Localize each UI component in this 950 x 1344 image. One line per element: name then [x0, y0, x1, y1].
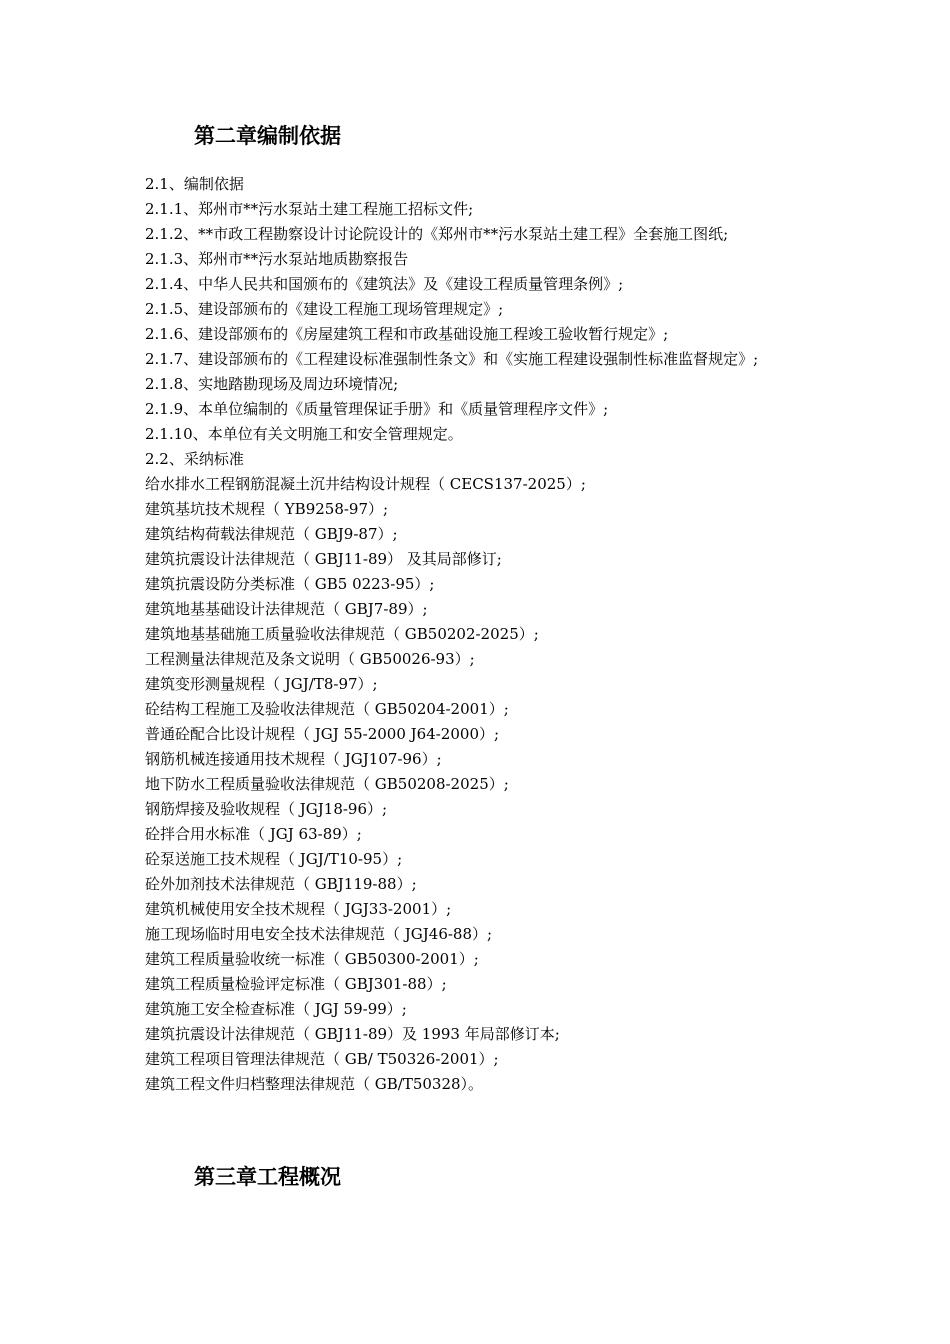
basis-item: 2.1.10、本单位有关文明施工和安全管理规定。 [145, 425, 463, 443]
standard-item: 建筑抗震设计法律规范（ GBJ11-89）及 1993 年局部修订本; [145, 1025, 560, 1043]
basis-item: 2.1.2、**市政工程勘察设计讨论院设计的《郑州市**污水泵站土建工程》全套施工图纸; [145, 225, 729, 243]
standard-item: 建筑基坑技术规程（ YB9258-97）; [145, 500, 389, 518]
standard-item: 工程测量法律规范及条文说明（ GB50026-93）; [145, 650, 475, 668]
basis-item: 2.1.4、中华人民共和国颁布的《建筑法》及《建设工程质量管理条例》; [145, 275, 624, 293]
basis-item: 2.1.5、建设部颁布的《建设工程施工现场管理规定》; [145, 300, 504, 318]
basis-item: 2.1.8、实地踏勘现场及周边环境情况; [145, 375, 399, 393]
section-2-2-heading: 2.2、采纳标准 [145, 450, 244, 468]
standard-item: 给水排水工程钢筋混凝土沉井结构设计规程（ CECS137-2025）; [145, 475, 586, 493]
basis-item: 2.1.1、郑州市**污水泵站土建工程施工招标文件; [145, 200, 474, 218]
standard-item: 砼外加剂技术法律规范（ GBJ119-88）; [145, 875, 417, 893]
section-2-1-heading: 2.1、编制依据 [145, 175, 244, 193]
standard-item: 施工现场临时用电安全技术法律规范（ JGJ46-88）; [145, 925, 493, 943]
standard-item: 建筑地基基础设计法律规范（ GBJ7-89）; [145, 600, 428, 618]
basis-item: 2.1.9、本单位编制的《质量管理保证手册》和《质量管理程序文件》; [145, 400, 609, 418]
standard-item: 建筑工程质量验收统一标准（ GB50300-2001）; [145, 950, 479, 968]
standard-item: 建筑工程项目管理法律规范（ GB/ T50326-2001）; [145, 1050, 499, 1068]
standard-item: 砼拌合用水标准（ JGJ 63-89）; [145, 825, 362, 843]
chapter-3-title: 第三章工程概况 [194, 1165, 341, 1189]
standard-item: 建筑工程质量检验评定标准（ GBJ301-88）; [145, 975, 447, 993]
standard-item: 普通砼配合比设计规程（ JGJ 55-2000 J64-2000）; [145, 725, 500, 743]
basis-item: 2.1.7、建设部颁布的《工程建设标准强制性条文》和《实施工程建设强制性标准监督规定》; [145, 350, 759, 368]
chapter-2-title: 第二章编制依据 [194, 124, 341, 148]
basis-item: 2.1.3、郑州市**污水泵站地质勘察报告 [145, 250, 409, 268]
standard-item: 建筑结构荷载法律规范（ GBJ9-87）; [145, 525, 398, 543]
standard-item: 砼泵送施工技术规程（ JGJ/T10-95）; [145, 850, 403, 868]
standard-item: 砼结构工程施工及验收法律规范（ GB50204-2001）; [145, 700, 509, 718]
standard-item: 建筑变形测量规程（ JGJ/T8-97）; [145, 675, 378, 693]
chapter-2-body [145, 172, 810, 1097]
standard-item: 建筑地基基础施工质量验收法律规范（ GB50202-2025）; [145, 625, 539, 643]
standard-item: 建筑施工安全检查标准（ JGJ 59-99）; [145, 1000, 407, 1018]
standard-item: 建筑机械使用安全技术规程（ JGJ33-2001）; [145, 900, 452, 918]
standard-item: 建筑工程文件归档整理法律规范（ GB/T50328）。 [145, 1075, 484, 1093]
standard-item: 钢筋机械连接通用技术规程（ JGJ107-96）; [145, 750, 442, 768]
basis-item: 2.1.6、建设部颁布的《房屋建筑工程和市政基础设施工程竣工验收暂行规定》; [145, 325, 669, 343]
standard-item: 建筑抗震设计法律规范（ GBJ11-89） 及其局部修订; [145, 550, 502, 568]
standard-item: 钢筋焊接及验收规程（ JGJ18-96）; [145, 800, 388, 818]
standard-item: 地下防水工程质量验收法律规范（ GB50208-2025）; [145, 775, 509, 793]
standard-item: 建筑抗震设防分类标准（ GB5 0223-95）; [145, 575, 435, 593]
